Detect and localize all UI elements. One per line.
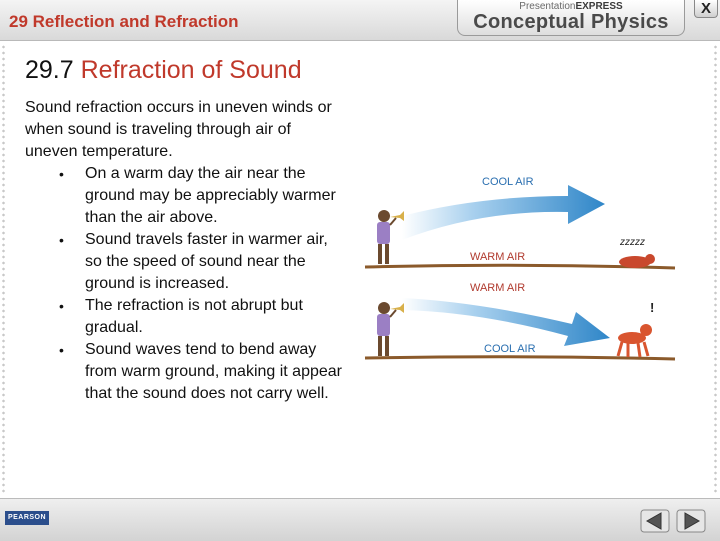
brand-tagline: PresentationEXPRESS — [519, 1, 623, 12]
sleep-text: zzzzz — [620, 237, 645, 248]
alert-mark: ! — [650, 300, 655, 315]
bullet-item: • The refraction is not abrupt but gradual. — [59, 297, 303, 336]
bullet-dot-icon: • — [59, 232, 64, 248]
pearson-logo: PEARSON — [5, 511, 49, 525]
bullet-item: • Sound travels faster in warmer air, so the speed of sound near the ground is increased. — [59, 231, 328, 292]
bullet-item: • Sound waves tend to bend away from warm ground, making it appear that the sound does not carry well. — [59, 341, 342, 402]
next-arrow-icon — [676, 509, 706, 533]
sound-refraction-figure — [360, 160, 700, 370]
section-title: Refraction of Sound — [80, 56, 302, 84]
brand-name: Conceptual Physics — [473, 11, 669, 33]
bottom-lower-label: COOL AIR — [484, 343, 536, 355]
intro-paragraph: Sound refraction occurs in uneven winds or when sound is traveling through air of uneven temperature. — [25, 99, 332, 160]
slide-title — [25, 56, 302, 85]
bullet-list — [25, 163, 345, 405]
next-slide-button[interactable] — [676, 509, 706, 533]
trumpet-player-icon — [377, 210, 404, 264]
refraction-illustration — [360, 160, 700, 370]
refraction-arrow-down-icon — [402, 298, 610, 346]
trumpet-player-icon — [377, 302, 404, 356]
top-panel — [365, 176, 675, 268]
top-upper-label: COOL AIR — [482, 176, 534, 188]
previous-arrow-icon — [640, 509, 670, 533]
top-lower-label: WARM AIR — [470, 251, 526, 263]
refraction-arrow-up-icon — [402, 185, 605, 240]
bullet-dot-icon: • — [59, 342, 64, 358]
slide-body — [25, 97, 345, 405]
bottom-panel — [365, 282, 675, 359]
chapter-title: 29 Reflection and Refraction — [9, 12, 239, 31]
bottom-ground-line — [365, 357, 675, 359]
header-bar — [0, 0, 720, 41]
brand-logo — [457, 0, 685, 36]
footer-bar — [0, 498, 720, 541]
bottom-upper-label: WARM AIR — [470, 282, 526, 294]
section-number: 29.7 — [25, 56, 74, 84]
right-dotted-border — [714, 44, 717, 494]
bullet-dot-icon: • — [59, 166, 64, 182]
close-button[interactable]: X — [694, 0, 718, 18]
left-dotted-border — [2, 44, 5, 494]
bullet-item: • On a warm day the air near the ground may be appreciably warmer than the air above. — [59, 165, 336, 226]
bullet-dot-icon: • — [59, 298, 64, 314]
alert-dog-icon — [618, 300, 654, 357]
previous-slide-button[interactable] — [640, 509, 670, 533]
sleeping-dog-icon — [619, 237, 655, 268]
